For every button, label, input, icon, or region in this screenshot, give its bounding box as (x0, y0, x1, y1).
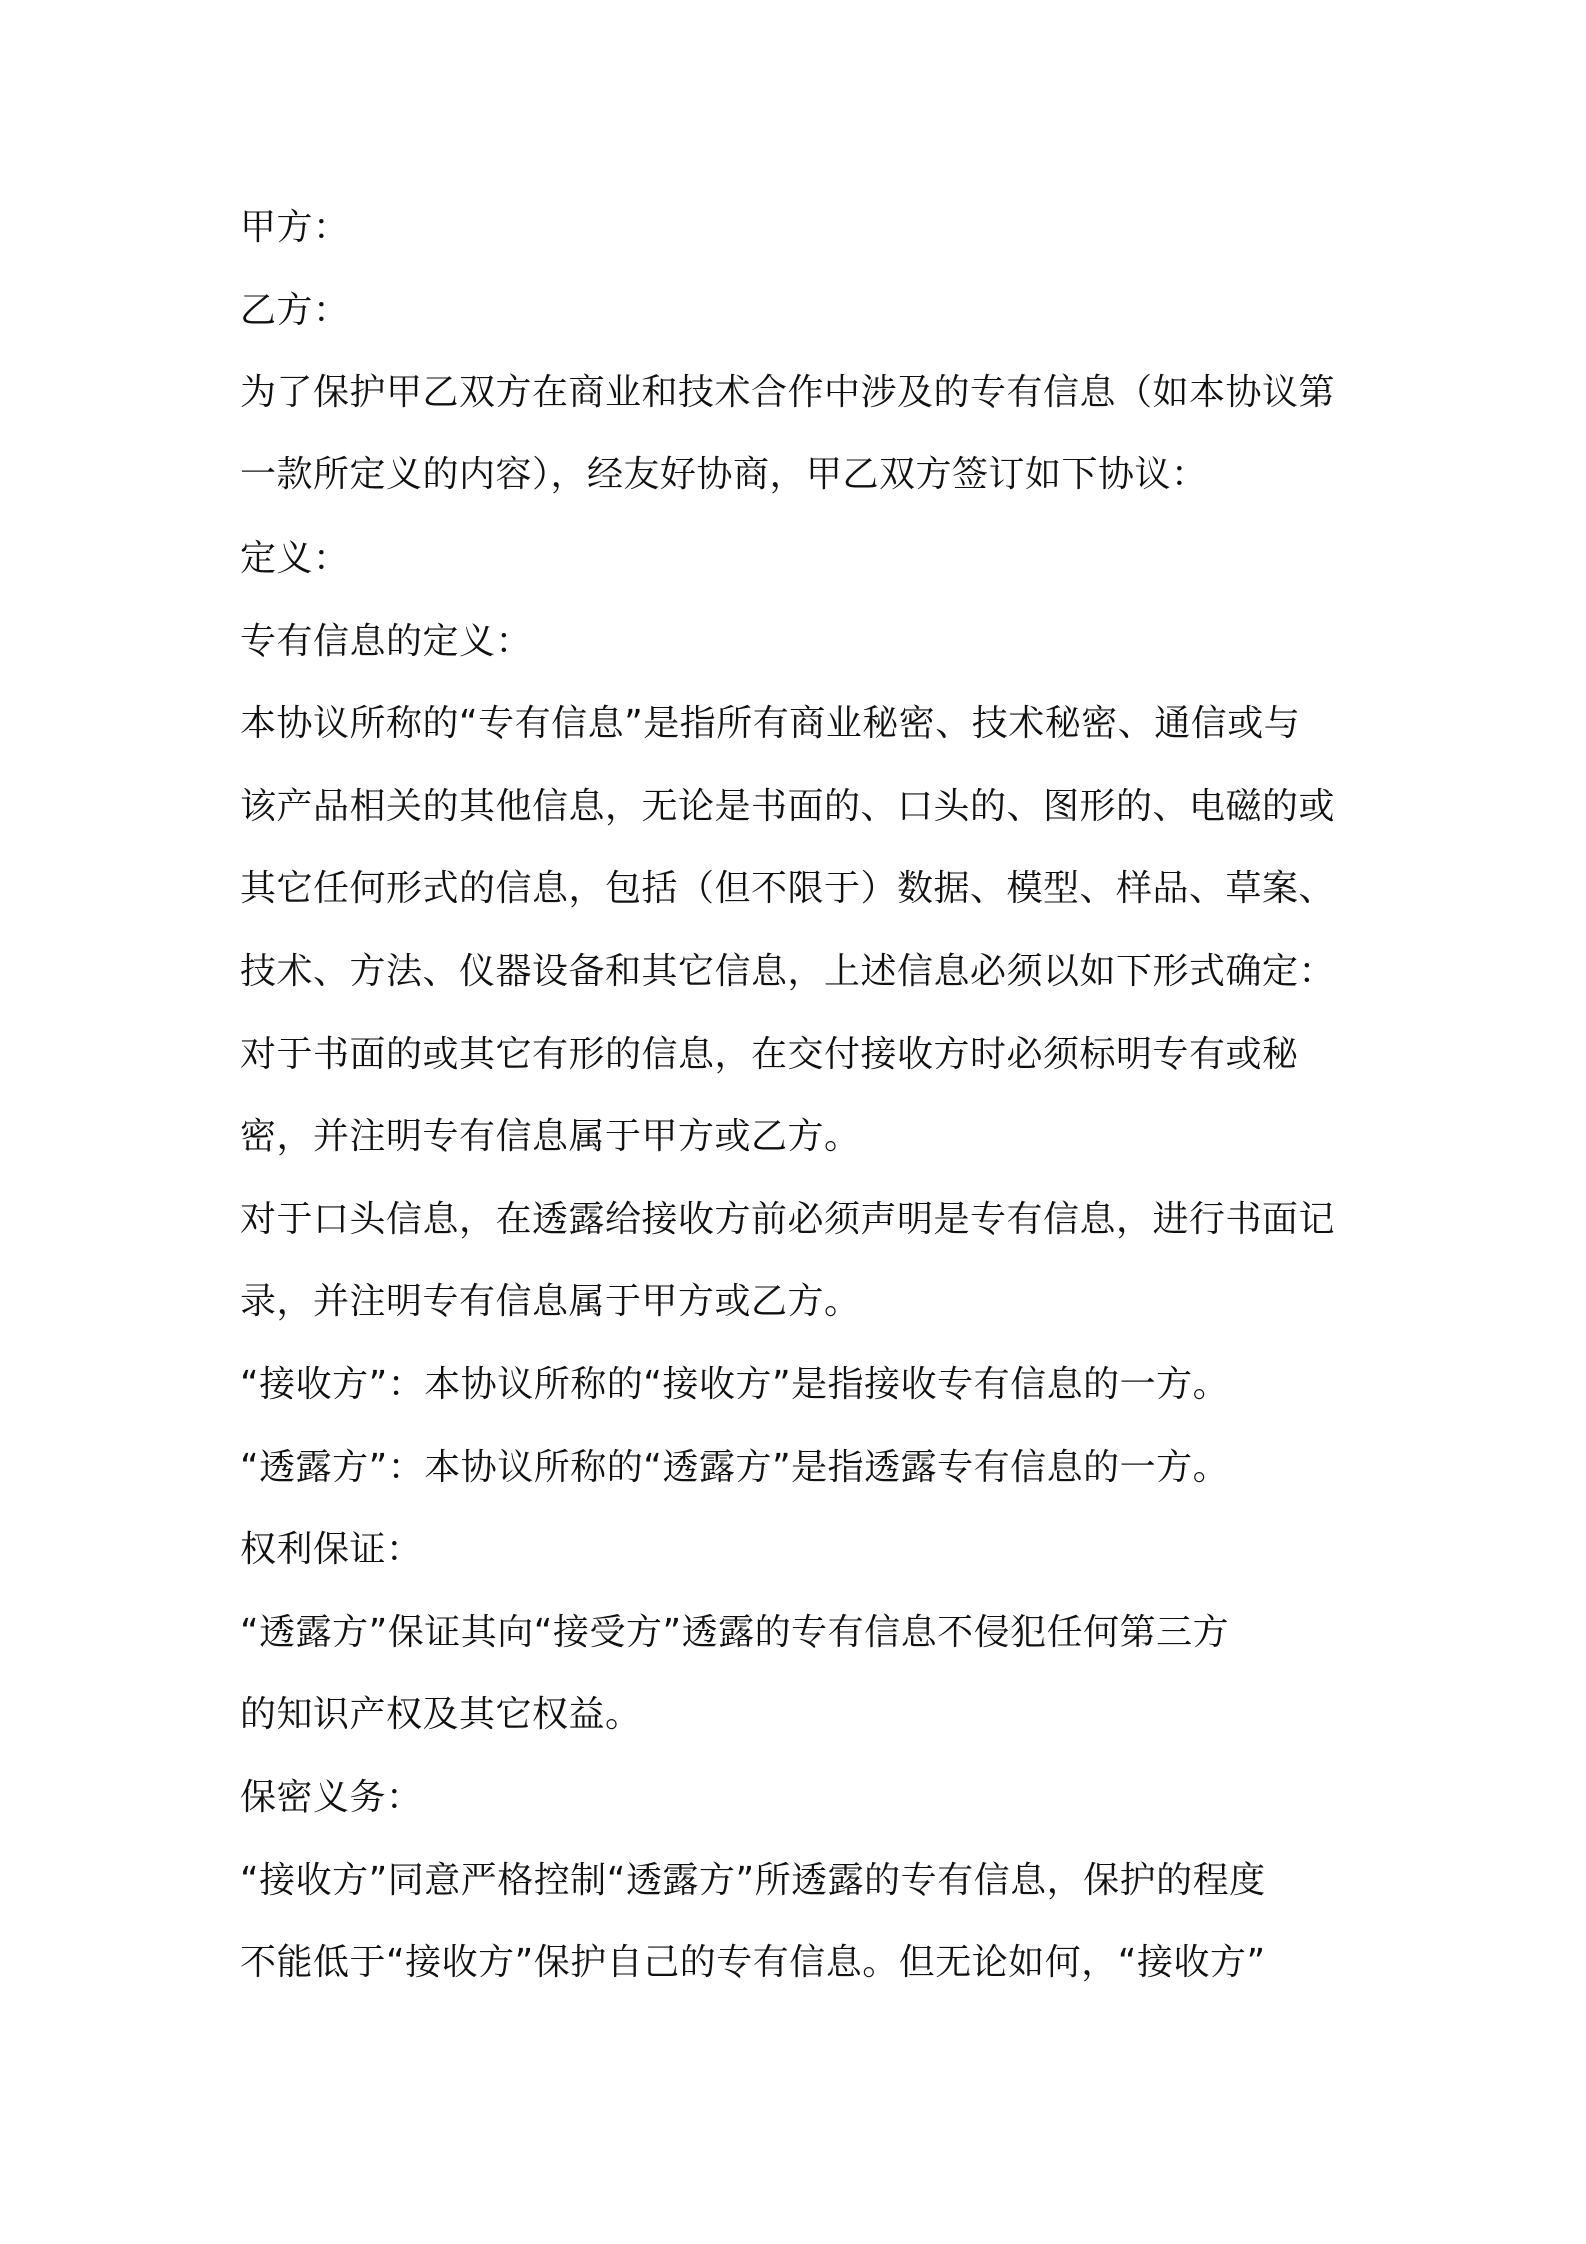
paragraph-line: 技术、方法、仪器设备和其它信息，上述信息必须以如下形式确定： (240, 951, 1336, 992)
paragraph-line: 对于口头信息，在透露给接收方前必须声明是专有信息，进行书面记 (240, 1199, 1336, 1240)
paragraph-line: 为了保护甲乙双方在商业和技术合作中涉及的专有信息（如本协议第 (240, 372, 1336, 413)
section-heading: 专有信息的定义： (240, 621, 533, 662)
party-a-line: 甲方： (240, 207, 350, 248)
paragraph-line: “透露方”：本协议所称的“透露方”是指透露专有信息的一方。 (240, 1447, 1230, 1488)
paragraph-line: “接收方”同意严格控制“透露方”所透露的专有信息，保护的程度 (240, 1860, 1266, 1901)
section-heading: 保密义务： (240, 1777, 423, 1818)
paragraph-line: 对于书面的或其它有形的信息，在交付接收方时必须标明专有或秘 (240, 1034, 1299, 1075)
paragraph-line: 一款所定义的内容），经友好协商，甲乙双方签订如下协议： (240, 454, 1208, 495)
paragraph-line: 录，并注明专有信息属于甲方或乙方。 (240, 1281, 861, 1322)
paragraph-line: 不能低于“接收方”保护自己的专有信息。但无论如何，“接收方” (240, 1942, 1266, 1983)
paragraph-line: 的知识产权及其它权益。 (240, 1694, 642, 1735)
paragraph-line: 密，并注明专有信息属于甲方或乙方。 (240, 1116, 861, 1157)
paragraph-line: “接收方”：本协议所称的“接收方”是指接收专有信息的一方。 (240, 1364, 1230, 1405)
party-b-line: 乙方： (240, 290, 350, 331)
section-heading: 定义： (240, 538, 350, 579)
paragraph-line: 本协议所称的“专有信息”是指所有商业秘密、技术秘密、通信或与 (240, 703, 1301, 744)
paragraph-line: 该产品相关的其他信息，无论是书面的、口头的、图形的、电磁的或 (240, 786, 1336, 827)
section-heading: 权利保证： (240, 1529, 423, 1570)
paragraph-line: “透露方”保证其向“接受方”透露的专有信息不侵犯任何第三方 (240, 1612, 1230, 1653)
paragraph-line: 其它任何形式的信息，包括（但不限于）数据、模型、样品、草案、 (240, 868, 1336, 909)
